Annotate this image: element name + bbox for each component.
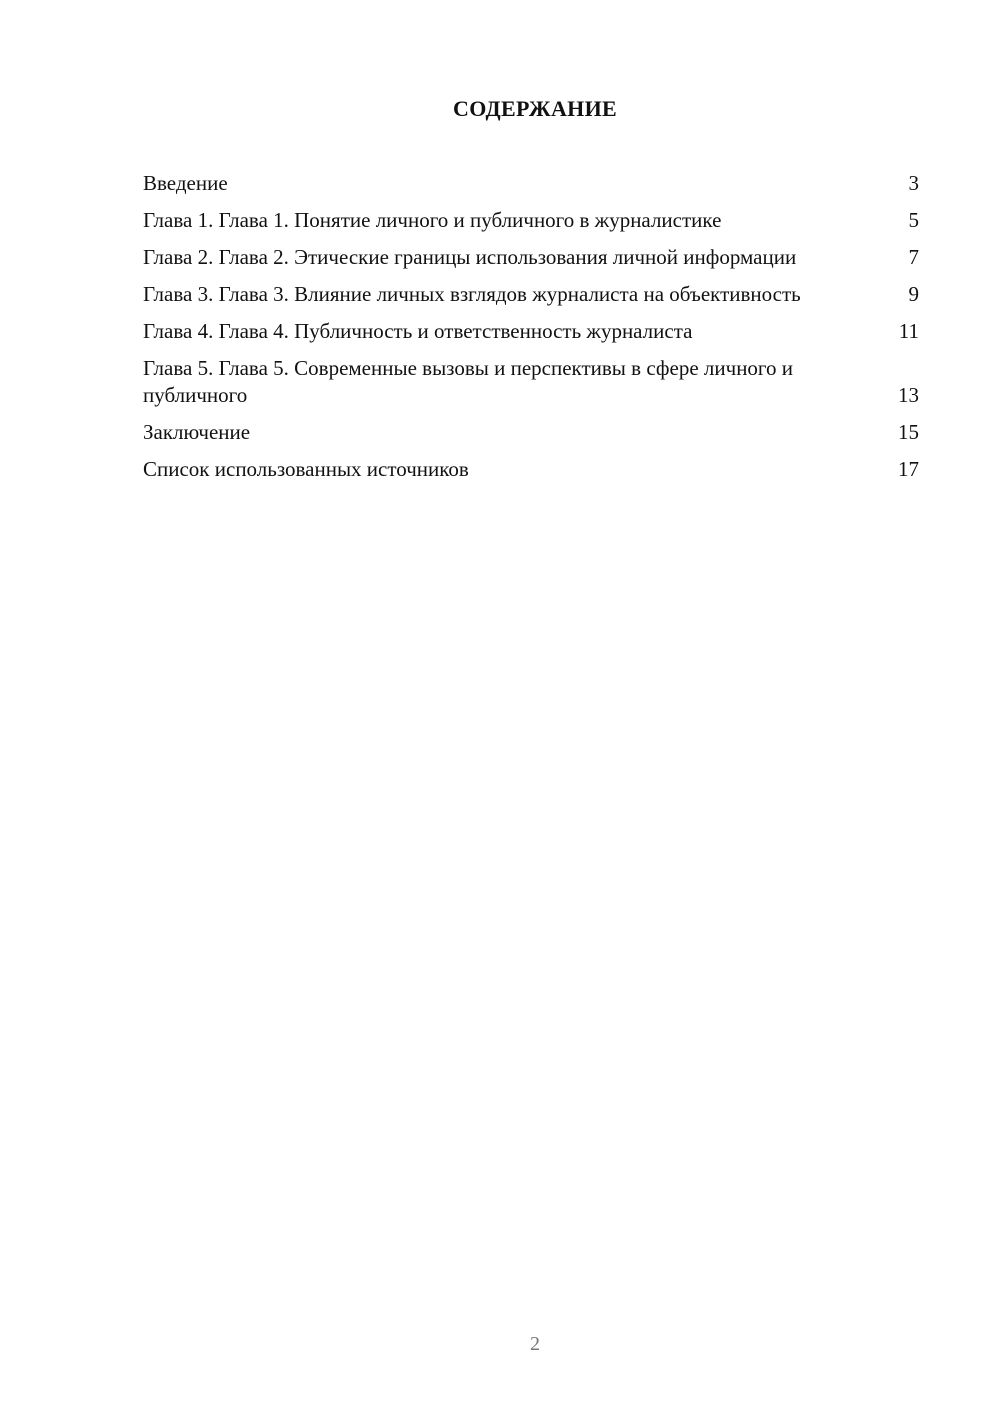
toc-entry-page: 11 — [898, 319, 919, 343]
toc-entry-page: 15 — [898, 420, 919, 444]
toc-entry-title: Глава 5. Глава 5. Современные вызовы и перспективы в сфере личного и публичного — [143, 356, 794, 407]
toc-entry-title: Глава 2. Глава 2. Этические границы использования личной информации — [143, 245, 797, 269]
toc-entry-chapter-4[interactable] — [143, 318, 919, 345]
toc-entry-page: 9 — [908, 282, 919, 306]
toc-entry-chapter-5[interactable] — [143, 355, 919, 409]
table-of-contents — [143, 170, 919, 493]
toc-entry-title: Список использованных источников — [143, 457, 469, 481]
toc-entry-page: 5 — [908, 208, 919, 232]
toc-entry-title: Глава 4. Глава 4. Публичность и ответственность журналиста — [143, 319, 693, 343]
toc-entry-conclusion[interactable] — [143, 419, 919, 446]
page-number: 2 — [530, 1333, 540, 1355]
toc-entry-page: 13 — [898, 383, 919, 407]
toc-entry-page: 17 — [898, 457, 919, 481]
toc-entry-title: Глава 3. Глава 3. Влияние личных взглядов журналиста на объективность — [143, 282, 801, 306]
toc-heading: СОДЕРЖАНИЕ — [453, 96, 617, 121]
toc-entry-references[interactable] — [143, 456, 919, 483]
toc-entry-title: Заключение — [143, 420, 251, 444]
toc-entry-chapter-3[interactable] — [143, 281, 919, 308]
toc-entry-title: Глава 1. Глава 1. Понятие личного и публичного в журналистике — [143, 208, 722, 232]
toc-entry-introduction[interactable] — [143, 170, 919, 197]
toc-entry-chapter-2[interactable] — [143, 244, 919, 271]
toc-entry-title: Введение — [143, 171, 228, 195]
toc-entry-page: 7 — [908, 245, 919, 269]
toc-entry-chapter-1[interactable] — [143, 207, 919, 234]
toc-entry-page: 3 — [908, 171, 919, 195]
